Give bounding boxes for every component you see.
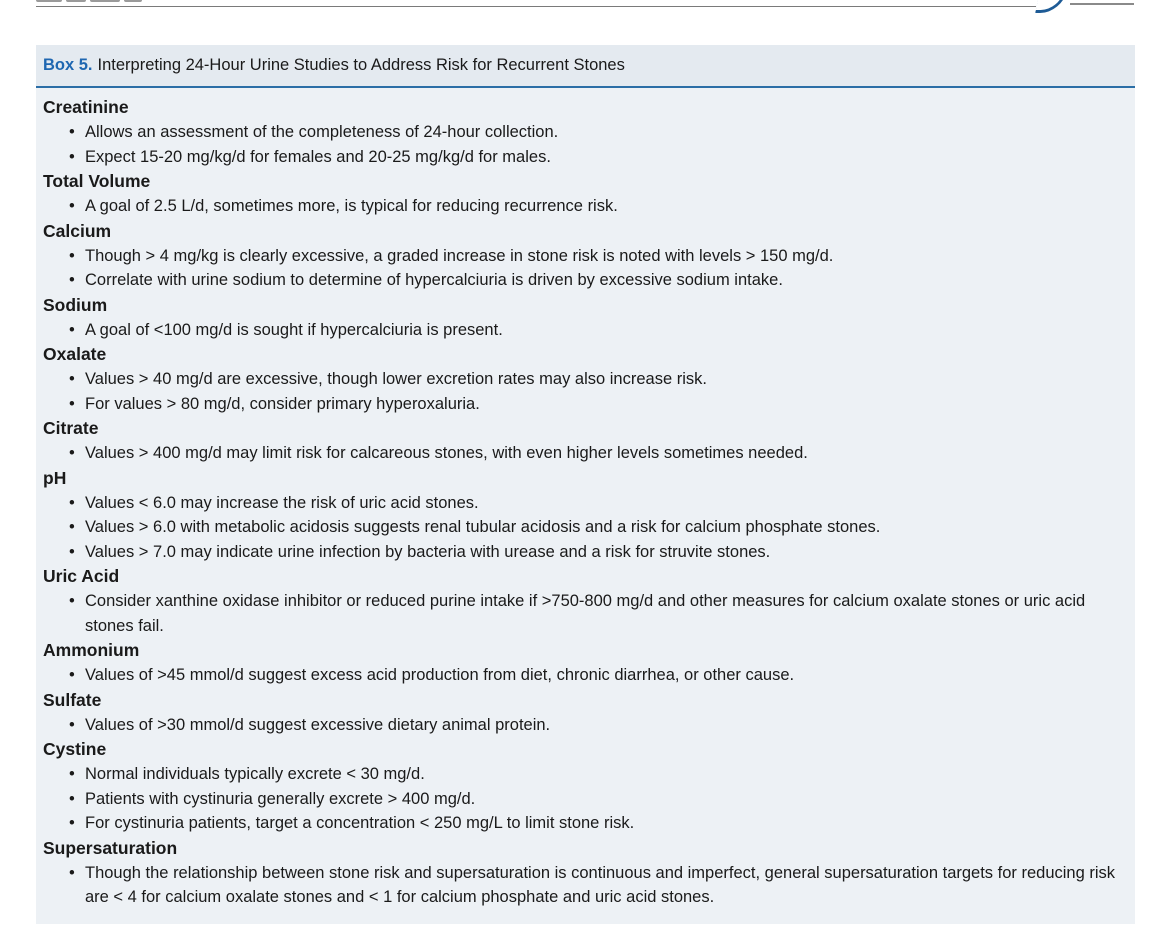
bullet-text: Values > 40 mg/d are excessive, though lower excretion rates may also increase risk. — [85, 370, 707, 388]
bullet-item — [43, 441, 1135, 466]
bullet-dot-icon: • — [69, 715, 75, 734]
bullet-text: Values > 400 mg/d may limit risk for calcareous stones, with even higher levels sometimes needed. — [85, 444, 808, 462]
bullet-dot-icon: • — [69, 863, 75, 882]
bullet-text: Allows an assessment of the completeness of 24-hour collection. — [85, 123, 559, 141]
bullet-dot-icon: • — [69, 542, 75, 561]
bullet-dot-icon: • — [69, 444, 75, 462]
bullet-dot-icon: • — [69, 592, 75, 610]
journal-logo-fragment — [1035, 0, 1068, 13]
section-heading: Citrate — [43, 418, 99, 438]
info-box — [36, 45, 1135, 924]
bullet-text: For cystinuria patients, target a concentration < 250 mg/L to limit stone risk. — [85, 814, 635, 832]
bullet-dot-icon: • — [69, 493, 75, 512]
section-heading: Sodium — [43, 294, 108, 315]
bullet-item — [43, 120, 1135, 145]
cropped-running-header — [36, 0, 156, 4]
bullet-dot-icon: • — [69, 518, 75, 536]
box-body — [36, 88, 1135, 910]
section-heading: Cystine — [43, 739, 107, 759]
bullet-item — [43, 861, 1135, 910]
bullet-item — [43, 145, 1135, 170]
bullet-dot-icon: • — [69, 789, 75, 808]
bullet-text: Normal individuals typically excrete < 30 mg/d. — [85, 765, 425, 783]
section-heading: Oxalate — [43, 344, 107, 364]
bullet-text: Values > 6.0 with metabolic acidosis suggests renal tubular acidosis and a risk for calcium phosphate stones. — [85, 518, 881, 536]
bullet-item — [43, 392, 1135, 417]
section-heading: Sulfate — [43, 689, 102, 710]
bullet-item — [43, 811, 1135, 836]
bullet-item — [43, 318, 1135, 343]
bullet-text: Expect 15-20 mg/kg/d for females and 20-25 mg/kg/d for males. — [85, 147, 551, 166]
bullet-text: A goal of 2.5 L/d, sometimes more, is typical for reducing recurrence risk. — [85, 197, 618, 215]
section-heading: Uric Acid — [43, 566, 120, 586]
bullet-dot-icon: • — [69, 394, 75, 413]
bullet-dot-icon: • — [69, 814, 75, 832]
bullet-item — [43, 515, 1135, 540]
bullet-item — [43, 244, 1135, 269]
bullet-text: Though > 4 mg/kg is clearly excessive, a graded increase in stone risk is noted with levels > 150 mg/d. — [85, 246, 834, 265]
bullet-item — [43, 540, 1135, 565]
bullet-dot-icon: • — [69, 123, 75, 141]
section-heading: Creatinine — [43, 97, 129, 117]
bullet-text: Values > 7.0 may indicate urine infection by bacteria with urease and a risk for struvite stones. — [85, 542, 771, 561]
page-top-rule — [36, 6, 1036, 7]
bullet-text: A goal of <100 mg/d is sought if hypercalciuria is present. — [85, 320, 503, 339]
bullet-dot-icon: • — [69, 147, 75, 166]
bullet-item — [43, 713, 1135, 738]
bullet-dot-icon: • — [69, 666, 75, 684]
section-heading: Supersaturation — [43, 837, 178, 858]
bullet-text: Correlate with urine sodium to determine of hypercalciuria is driven by excessive sodium intake. — [85, 271, 783, 289]
bullet-item — [43, 663, 1135, 688]
bullet-item — [43, 762, 1135, 787]
bullet-text: Values of >30 mmol/d suggest excessive dietary animal protein. — [85, 715, 551, 734]
section-heading: Ammonium — [43, 640, 140, 660]
bullet-text: Though the relationship between stone risk and supersaturation is continuous and imperfect, general supersaturation targets for reducing risk are < 4 for calcium oxalate stones and < 1 for calcium phosphate and uric acid stones. — [85, 863, 1116, 906]
bullet-item — [43, 194, 1135, 219]
box-title: Interpreting 24-Hour Urine Studies to Address Risk for Recurrent Stones — [97, 56, 625, 74]
bullet-text: Values of >45 mmol/d suggest excess acid production from diet, chronic diarrhea, or other cause. — [85, 666, 795, 684]
bullet-dot-icon: • — [69, 197, 75, 215]
bullet-item — [43, 787, 1135, 812]
page-top-rule-right — [1070, 3, 1134, 5]
bullet-text: For values > 80 mg/d, consider primary hyperoxaluria. — [85, 394, 480, 413]
bullet-dot-icon: • — [69, 246, 75, 265]
bullet-dot-icon: • — [69, 320, 75, 339]
bullet-text: Values < 6.0 may increase the risk of uric acid stones. — [85, 493, 479, 512]
bullet-text: Patients with cystinuria generally excrete > 400 mg/d. — [85, 789, 476, 808]
bullet-dot-icon: • — [69, 271, 75, 289]
section-heading: Total Volume — [43, 171, 151, 191]
bullet-item — [43, 268, 1135, 293]
bullet-item — [43, 491, 1135, 516]
bullet-item — [43, 367, 1135, 392]
bullet-item — [43, 589, 1135, 638]
section-heading: Calcium — [43, 220, 112, 241]
section-heading: pH — [43, 467, 67, 488]
bullet-dot-icon: • — [69, 370, 75, 388]
box-label: Box 5. — [43, 56, 93, 74]
bullet-dot-icon: • — [69, 765, 75, 783]
bullet-text: Consider xanthine oxidase inhibitor or reduced purine intake if >750-800 mg/d and other measures for calcium oxalate stones or uric acid stones fail. — [85, 592, 1086, 635]
box-header — [36, 45, 1135, 88]
